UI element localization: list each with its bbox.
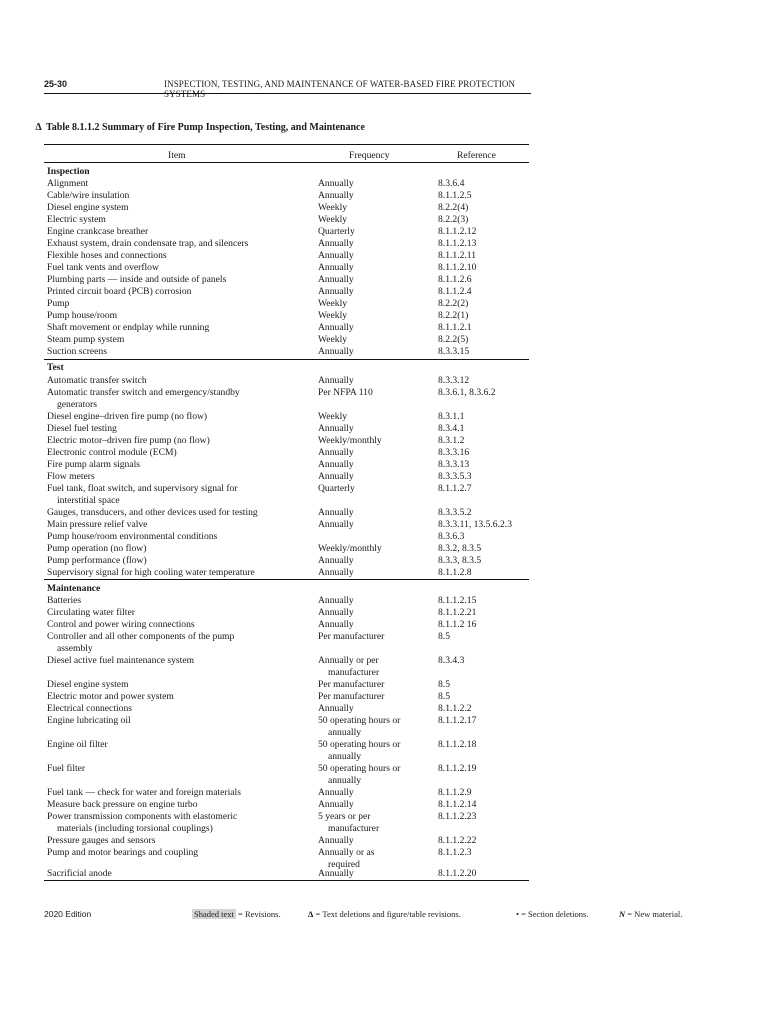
reference-cell: 8.3.1.1: [438, 411, 465, 422]
section-rule-maintenance: [44, 579, 529, 580]
running-header: [44, 79, 531, 99]
legend-shaded-desc: = Revisions.: [238, 909, 281, 919]
frequency-cell: Annually: [318, 238, 354, 249]
frequency-cell: Annually: [318, 375, 354, 386]
frequency-cell: Annually: [318, 423, 354, 434]
frequency-cell: Annually: [318, 703, 354, 714]
delta-icon: Δ: [308, 909, 314, 919]
table-caption-text: Table 8.1.1.2 Summary of Fire Pump Inspection, Testing, and Maintenance: [46, 122, 365, 133]
frequency-cell: annually: [328, 751, 362, 762]
reference-cell: 8.3.3.16: [438, 447, 470, 458]
reference-cell: 8.1.1.2.1: [438, 322, 472, 333]
frequency-cell: Annually: [318, 274, 354, 285]
frequency-cell: Annually: [318, 619, 354, 630]
frequency-cell: Per manufacturer: [318, 691, 385, 702]
item-cell: Fuel filter: [47, 763, 86, 774]
reference-cell: 8.5: [438, 679, 450, 690]
frequency-cell: Weekly: [318, 310, 348, 321]
frequency-cell: Annually: [318, 799, 354, 810]
item-cell: Batteries: [47, 595, 82, 606]
item-cell: Alignment: [47, 178, 89, 189]
table-header-rule: [44, 162, 529, 163]
section-heading-maintenance: Maintenance: [47, 583, 101, 594]
item-cell: interstitial space: [57, 495, 120, 506]
frequency-cell: Annually: [318, 471, 354, 482]
frequency-cell: Annually: [318, 607, 354, 618]
item-cell: Pressure gauges and sensors: [47, 835, 156, 846]
item-cell: Power transmission components with elastomeric: [47, 811, 238, 822]
reference-cell: 8.2.2(2): [438, 298, 469, 309]
frequency-cell: Annually: [318, 286, 354, 297]
item-cell: Electrical connections: [47, 703, 132, 714]
frequency-cell: Annually: [318, 595, 354, 606]
frequency-cell: Weekly: [318, 202, 348, 213]
reference-cell: 8.1.1.2.9: [438, 787, 472, 798]
frequency-cell: annually: [328, 775, 362, 786]
item-cell: Pump and motor bearings and coupling: [47, 847, 199, 858]
reference-cell: 8.2.2(5): [438, 334, 469, 345]
column-header-reference: Reference: [457, 150, 496, 161]
frequency-cell: 50 operating hours or: [318, 715, 401, 726]
reference-cell: 8.1.1.2.20: [438, 868, 477, 879]
reference-cell: 8.5: [438, 691, 450, 702]
reference-cell: 8.1.1.2.7: [438, 483, 472, 494]
legend-delta-desc: = Text deletions and figure/table revisions.: [315, 909, 461, 919]
running-title: INSPECTION, TESTING, AND MAINTENANCE OF WATER-BASED FIRE PROTECTION SYSTEMS: [164, 79, 516, 99]
frequency-cell: 50 operating hours or: [318, 739, 401, 750]
section-rule-test: [44, 359, 529, 360]
item-cell: Exhaust system, drain condensate trap, and silencers: [47, 238, 249, 249]
legend-bullet-desc: = Section deletions.: [521, 909, 589, 919]
reference-cell: 8.3.4.3: [438, 655, 465, 666]
item-cell: Engine lubricating oil: [47, 715, 131, 726]
frequency-cell: manufacturer: [328, 823, 380, 834]
legend-bullet: [516, 909, 588, 919]
item-cell: Controller and all other components of the pump: [47, 631, 235, 642]
reference-cell: 8.1.1.2.18: [438, 739, 477, 750]
frequency-cell: Annually: [318, 507, 354, 518]
frequency-cell: required: [328, 859, 360, 870]
frequency-cell: Annually: [318, 567, 354, 578]
reference-cell: 8.1.1.2.2: [438, 703, 472, 714]
item-cell: assembly: [57, 643, 93, 654]
reference-cell: 8.3.6.1, 8.3.6.2: [438, 387, 496, 398]
legend-new-desc: = New material.: [627, 909, 683, 919]
item-cell: Shaft movement or endplay while running: [47, 322, 210, 333]
item-cell: generators: [57, 399, 97, 410]
item-cell: Diesel active fuel maintenance system: [47, 655, 195, 666]
item-cell: Flexible hoses and connections: [47, 250, 167, 261]
frequency-cell: Weekly/monthly: [318, 435, 382, 446]
frequency-cell: Per NFPA 110: [318, 387, 373, 398]
edition-label: 2020 Edition: [44, 909, 92, 919]
item-cell: Sacrificial anode: [47, 868, 112, 879]
item-cell: Automatic transfer switch: [47, 375, 147, 386]
frequency-cell: annually: [328, 727, 362, 738]
reference-cell: 8.1.1.2.6: [438, 274, 472, 285]
reference-cell: 8.3.6.4: [438, 178, 465, 189]
header-rule: [44, 93, 531, 94]
item-cell: Control and power wiring connections: [47, 619, 195, 630]
item-cell: Diesel engine–driven fire pump (no flow): [47, 411, 208, 422]
item-cell: Engine oil filter: [47, 739, 108, 750]
item-cell: Electric motor and power system: [47, 691, 174, 702]
frequency-cell: Weekly: [318, 214, 348, 225]
reference-cell: 8.3.1.2: [438, 435, 465, 446]
reference-cell: 8.1.1.2 16: [438, 619, 477, 630]
item-cell: Engine crankcase breather: [47, 226, 149, 237]
column-header-item: Item: [168, 150, 186, 161]
table-top-rule: [44, 144, 529, 145]
item-cell: Supervisory signal for high cooling water temperature: [47, 567, 255, 578]
item-cell: Measure back pressure on engine turbo: [47, 799, 198, 810]
frequency-cell: Annually: [318, 868, 354, 879]
legend-new: [619, 909, 682, 919]
frequency-cell: Annually: [318, 346, 354, 357]
frequency-cell: Annually: [318, 178, 354, 189]
item-cell: Circulating water filter: [47, 607, 135, 618]
reference-cell: 8.3.3.5.3: [438, 471, 472, 482]
reference-cell: 8.3.3.5.2: [438, 507, 472, 518]
item-cell: Pump performance (flow): [47, 555, 147, 566]
table-bottom-rule: [44, 880, 529, 881]
item-cell: Diesel engine system: [47, 679, 129, 690]
item-cell: Pump house/room environmental conditions: [47, 531, 218, 542]
frequency-cell: Weekly: [318, 298, 348, 309]
reference-cell: 8.1.1.2.11: [438, 250, 477, 261]
reference-cell: 8.2.2(4): [438, 202, 469, 213]
frequency-cell: 50 operating hours or: [318, 763, 401, 774]
reference-cell: 8.3.3.12: [438, 375, 470, 386]
bullet-icon: •: [516, 909, 519, 919]
frequency-cell: Annually: [318, 459, 354, 470]
column-header-frequency: Frequency: [349, 150, 390, 161]
item-cell: Fuel tank, float switch, and supervisory signal for: [47, 483, 238, 494]
reference-cell: 8.3.3, 8.3.5: [438, 555, 482, 566]
section-heading-inspection: Inspection: [47, 166, 90, 177]
frequency-cell: Annually or per: [318, 655, 379, 666]
frequency-cell: Annually: [318, 262, 354, 273]
frequency-cell: Annually: [318, 835, 354, 846]
item-cell: Automatic transfer switch and emergency/standby: [47, 387, 240, 398]
reference-cell: 8.3.3.15: [438, 346, 470, 357]
reference-cell: 8.5: [438, 631, 450, 642]
reference-cell: 8.3.3.13: [438, 459, 470, 470]
reference-cell: 8.1.1.2.14: [438, 799, 477, 810]
reference-cell: 8.1.1.2.22: [438, 835, 477, 846]
item-cell: Flow meters: [47, 471, 95, 482]
legend-shaded: [192, 909, 281, 919]
frequency-cell: Annually: [318, 250, 354, 261]
new-material-icon: N: [619, 909, 626, 919]
item-cell: Suction screens: [47, 346, 107, 357]
frequency-cell: Quarterly: [318, 226, 355, 237]
item-cell: Steam pump system: [47, 334, 125, 345]
frequency-cell: Annually: [318, 555, 354, 566]
table-caption: [33, 122, 365, 133]
item-cell: Main pressure relief valve: [47, 519, 148, 530]
item-cell: Pump house/room: [47, 310, 118, 321]
item-cell: Fuel tank — check for water and foreign materials: [47, 787, 241, 798]
frequency-cell: Annually: [318, 787, 354, 798]
frequency-cell: Annually or as: [318, 847, 375, 858]
reference-cell: 8.1.1.2.19: [438, 763, 477, 774]
frequency-cell: Quarterly: [318, 483, 355, 494]
reference-cell: 8.1.1.2.21: [438, 607, 477, 618]
reference-cell: 8.2.2(3): [438, 214, 469, 225]
frequency-cell: Weekly: [318, 411, 348, 422]
item-cell: Electric motor–driven fire pump (no flow): [47, 435, 210, 446]
reference-cell: 8.1.1.2.4: [438, 286, 472, 297]
item-cell: Cable/wire insulation: [47, 190, 130, 201]
item-cell: Electric system: [47, 214, 106, 225]
item-cell: Gauges, transducers, and other devices used for testing: [47, 507, 258, 518]
frequency-cell: Per manufacturer: [318, 679, 385, 690]
reference-cell: 8.2.2(1): [438, 310, 469, 321]
frequency-cell: Per manufacturer: [318, 631, 385, 642]
reference-cell: 8.1.1.2.8: [438, 567, 472, 578]
frequency-cell: Annually: [318, 190, 354, 201]
reference-cell: 8.1.1.2.12: [438, 226, 477, 237]
reference-cell: 8.1.1.2.15: [438, 595, 477, 606]
frequency-cell: 5 years or per: [318, 811, 371, 822]
frequency-cell: Annually: [318, 447, 354, 458]
frequency-cell: Annually: [318, 322, 354, 333]
legend-delta: [308, 909, 461, 919]
item-cell: Fuel tank vents and overflow: [47, 262, 159, 273]
reference-cell: 8.1.1.2.23: [438, 811, 477, 822]
reference-cell: 8.3.2, 8.3.5: [438, 543, 482, 554]
item-cell: Diesel fuel testing: [47, 423, 117, 434]
frequency-cell: Annually: [318, 519, 354, 530]
item-cell: materials (including torsional couplings): [57, 823, 213, 834]
frequency-cell: Weekly: [318, 334, 348, 345]
reference-cell: 8.3.4.1: [438, 423, 465, 434]
item-cell: Plumbing parts — inside and outside of panels: [47, 274, 227, 285]
frequency-cell: Weekly/monthly: [318, 543, 382, 554]
delta-revision-icon: Δ: [35, 122, 42, 133]
section-heading-test: Test: [47, 362, 64, 373]
item-cell: Pump: [47, 298, 70, 309]
reference-cell: 8.1.1.2.10: [438, 262, 477, 273]
reference-cell: 8.1.1.2.5: [438, 190, 472, 201]
legend-shaded-sample: Shaded text: [194, 909, 234, 919]
item-cell: Fire pump alarm signals: [47, 459, 140, 470]
frequency-cell: manufacturer: [328, 667, 380, 678]
item-cell: Printed circuit board (PCB) corrosion: [47, 286, 192, 297]
reference-cell: 8.3.3.11, 13.5.6.2.3: [438, 519, 512, 530]
page-number: 25-30: [44, 79, 68, 89]
item-cell: Pump operation (no flow): [47, 543, 147, 554]
reference-cell: 8.3.6.3: [438, 531, 465, 542]
reference-cell: 8.1.1.2.13: [438, 238, 477, 249]
reference-cell: 8.1.1.2.17: [438, 715, 477, 726]
reference-cell: 8.1.1.2.3: [438, 847, 472, 858]
item-cell: Electronic control module (ECM): [47, 447, 177, 458]
item-cell: Diesel engine system: [47, 202, 129, 213]
